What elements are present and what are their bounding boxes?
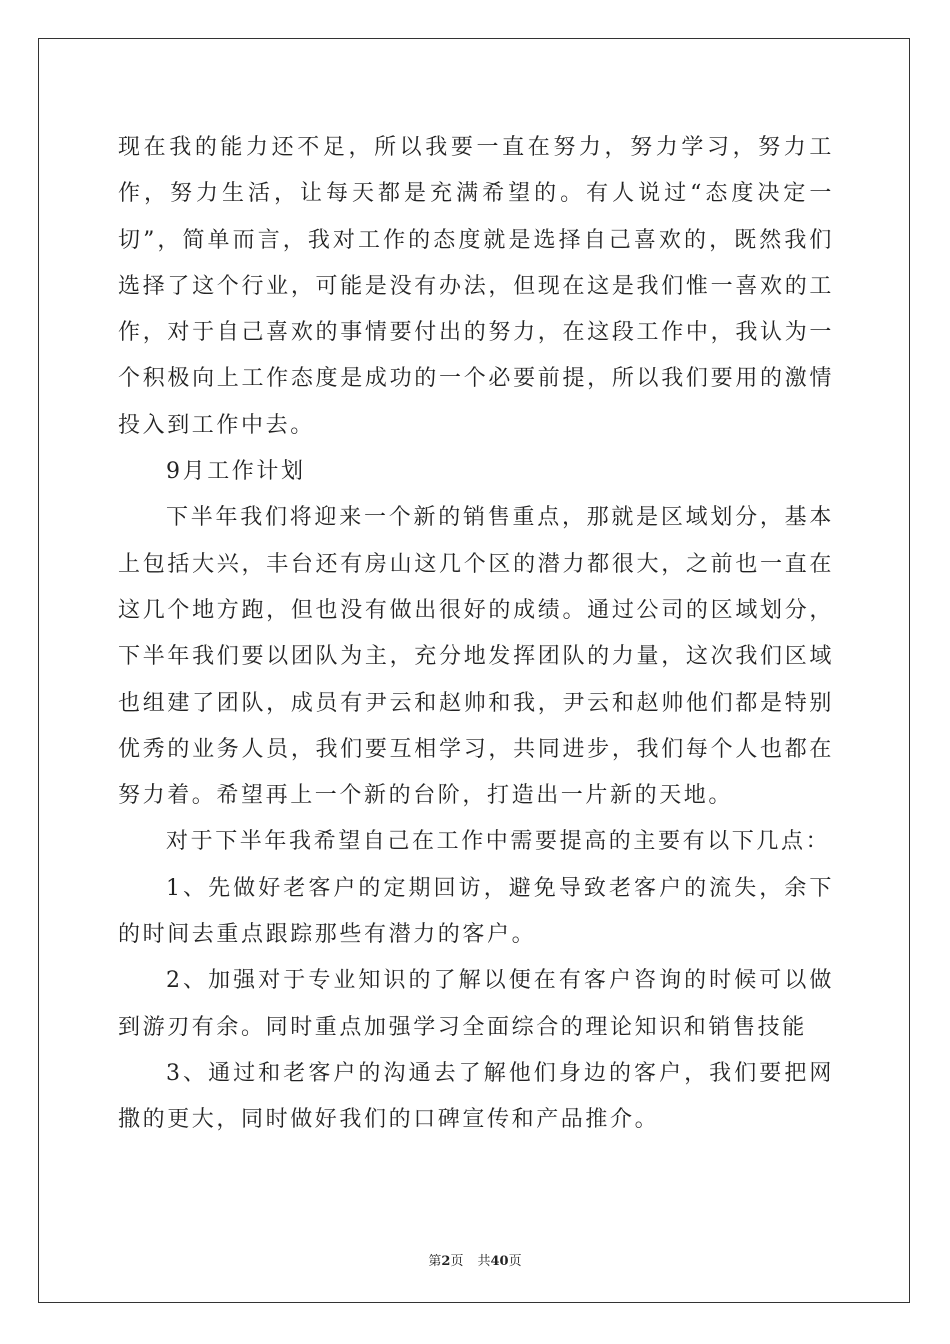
paragraph-sales-focus: 下半年我们将迎来一个新的销售重点，那就是区域划分，基本上包括大兴，丰台还有房山这几个区的潜力都很大，之前也一直在这几个地方跑，但也没有做出很好的成绩。通过公司的区域划分，下半年我们要以团队为主，充分地发挥团队的力量，这次我们区域也组建了团队，成员有尹云和赵帅和我，尹云和赵帅他们都是特别优秀的业务人员，我们要互相学习，共同进步，我们每个人也都在努力着。希望再上一个新的台阶，打造出一片新的天地。 [118, 505, 834, 809]
paragraph-intro: 现在我的能力还不足，所以我要一直在努力，努力学习，努力工作，努力生活，让每天都是充满希望的。有人说过“态度决定一切”，简单而言，我对工作的态度就是选择自己喜欢的，既然我们选择了这个行业，可能是没有办法，但现在这是我们惟一喜欢的工作，对于自己喜欢的事情要付出的努力，在这段工作中，我认为一个积极向上工作态度是成功的一个必要前提，所以我们要用的激情投入到工作中去。 [118, 135, 834, 438]
list-item-2: 2、加强对于专业知识的了解以便在有客户咨询的时候可以做到游刃有余。同时重点加强学习全面综合的理论知识和销售技能 [118, 968, 834, 1040]
paragraph-improvement-intro: 对于下半年我希望自己在工作中需要提高的主要有以下几点： [166, 829, 831, 855]
page-footer [0, 1250, 950, 1269]
list-item-3: 3、通过和老客户的沟通去了解他们身边的客户，我们要把网撒的更大，同时做好我们的口碑宣传和产品推介。 [118, 1060, 834, 1133]
page-prefix: 第 [428, 1254, 442, 1269]
total-prefix: 共 [477, 1254, 491, 1269]
list-item-1: 1、先做好老客户的定期回访，避免导致老客户的流失，余下的时间去重点跟踪那些有潜力的客户。 [118, 875, 834, 948]
page-number: 2 [441, 1254, 451, 1269]
total-pages: 40 [490, 1254, 509, 1269]
total-suffix: 页 [508, 1254, 522, 1269]
page-suffix: 页 [450, 1254, 464, 1269]
document-body [118, 125, 834, 1144]
section-heading-september-plan: 9月工作计划 [166, 459, 306, 485]
